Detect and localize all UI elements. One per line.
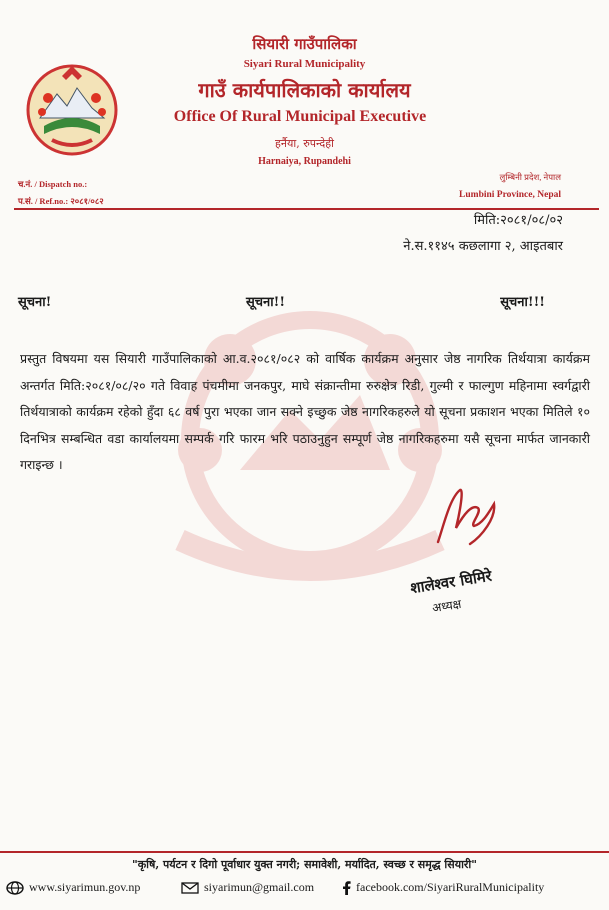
location-nepali: हर्नैया, रुपन्देही (275, 137, 334, 150)
website-link[interactable]: www.siyarimun.gov.np (29, 880, 141, 894)
municipality-name-nepali: सियारी गाउँपालिका (252, 35, 357, 53)
signatory-title: अध्यक्ष (431, 596, 463, 616)
notice-heading-left: सूचना! (18, 295, 52, 310)
issue-date: मिति:२०८१/०८/०२ (473, 213, 563, 228)
globe-icon (6, 881, 24, 895)
facebook-icon (342, 881, 351, 895)
notice-heading-right: सूचना!!! (500, 295, 545, 310)
footer-website (6, 880, 140, 895)
notice-heading-center: सूचना!! (246, 295, 286, 310)
handwritten-signature (430, 484, 500, 550)
email-link[interactable]: siyarimun@gmail.com (204, 880, 315, 894)
signatory-name: शालेश्वर घिमिरे (409, 566, 493, 598)
envelope-icon (181, 881, 199, 895)
footer-email (181, 880, 314, 895)
facebook-link[interactable]: facebook.com/SiyariRuralMunicipality (356, 880, 545, 894)
municipality-name-english: Siyari Rural Municipality (243, 58, 366, 70)
office-name-english: Office Of Rural Municipal Executive (173, 108, 427, 125)
province-english: Lumbini Province, Nepal (459, 190, 561, 200)
dispatch-number-label: च.नं. / Dispatch no.: (18, 179, 88, 189)
location-english: Harnaiya, Rupandehi (258, 156, 351, 167)
footer-facebook (342, 880, 544, 895)
nepal-sambat-date: ने.स.११४५ कछलागा २, आइतबार (403, 239, 563, 254)
office-name-nepali: गाउँ कार्यपालिकाको कार्यालय (198, 78, 411, 102)
reference-number: प.सं. / Ref.no.: २०८१/०८२ (18, 196, 104, 206)
footer-slogan: "कृषि, पर्यटन र दिगो पूर्वाधार युक्त नगरी; समावेशी, मर्यादित, स्वच्छ र समृद्ध सियारी" (131, 858, 478, 871)
footer-divider (0, 851, 609, 853)
notice-body-paragraph: प्रस्तुत विषयमा यस सियारी गाउँपालिकाको आ.व.२०८१/०८२ को वार्षिक कार्यक्रम अनुसार जेष्ठ नागरिक तिर्थयात्रा कार्यक्रम अन्तर्गत मिति:२०८१/०८/२० गते विवाह पंचमीमा जनकपुर, माघे संक्रान्तीमा रुरुक्षेत्र रिडी, गुल्मी र फाल्गुण महिनामा स्वर्गद्वारी तिर्थयात्राको कार्यक्रम रहेको हुँदा ६८ वर्ष पुरा भएका जान सक्ने इच्छुक जेष्ठ नागरिकहरुले यो सूचना प्रकाशन भएका मितिले १० दिनभित्र सम्बन्धित वडा कार्यालयमा सम्पर्क गरि फारम भरि पठाउनुहुन सम्पूर्ण जेष्ठ नागरिकहरुमा यसै सूचना मार्फत जानकारी गराइन्छ । (20, 351, 590, 472)
province-nepali: लुम्बिनी प्रदेश, नेपाल (499, 172, 561, 182)
